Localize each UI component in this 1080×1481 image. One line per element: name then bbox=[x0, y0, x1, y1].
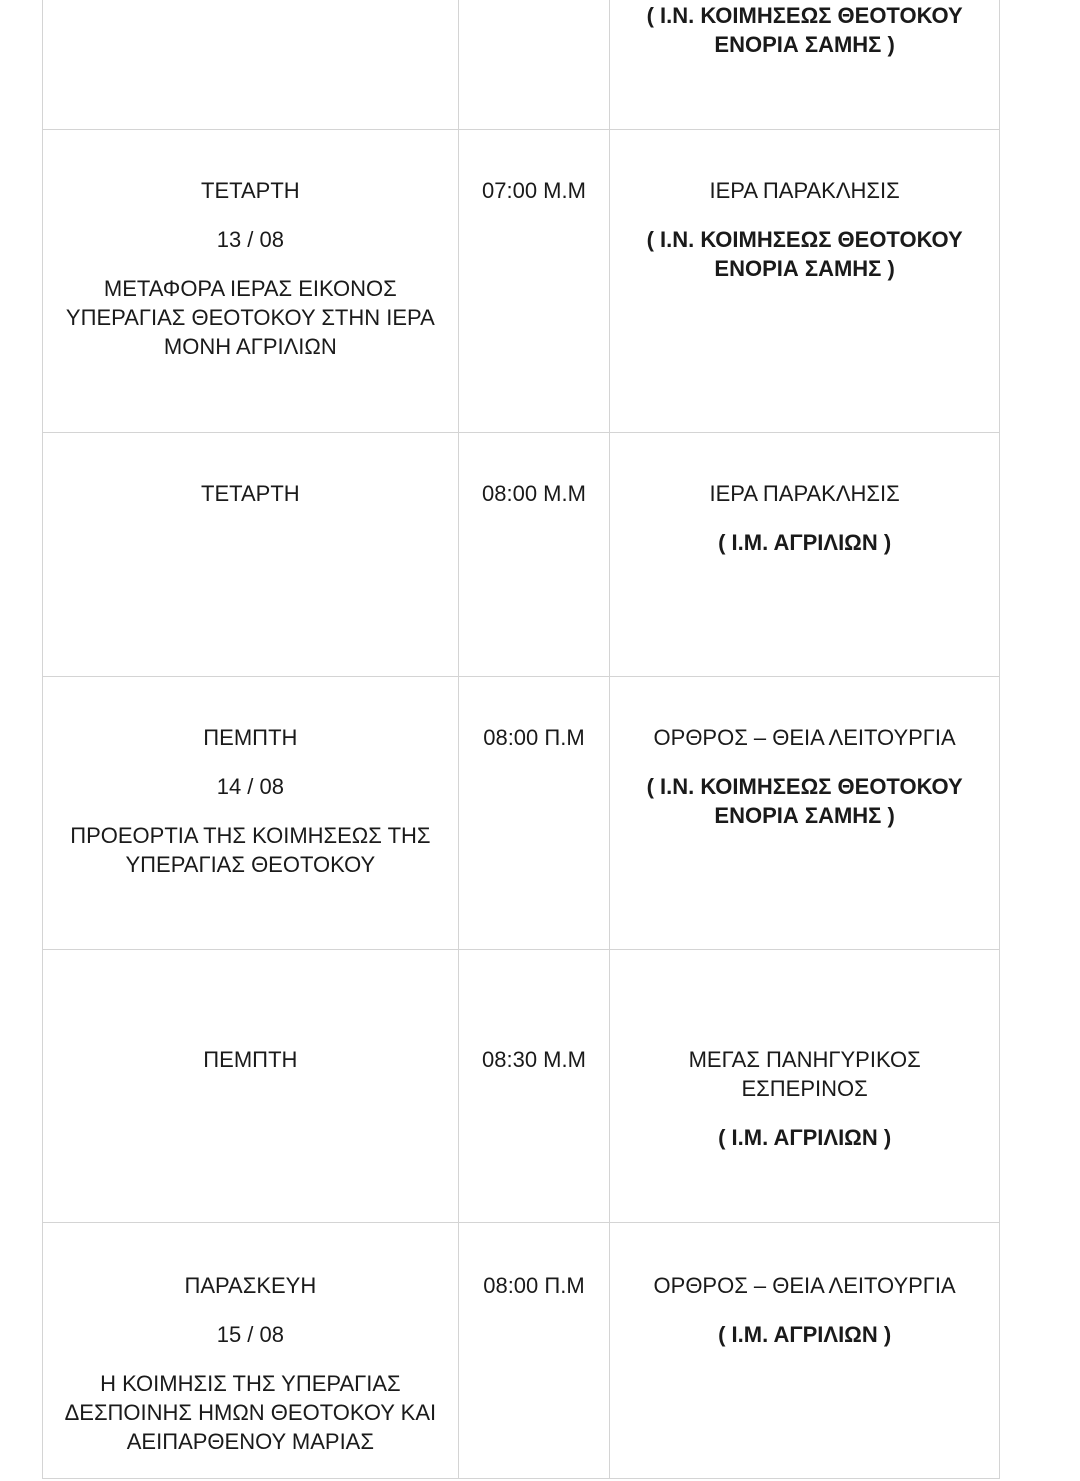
time-cell bbox=[458, 433, 610, 677]
day-name: ΠΕΜΠΤΗ bbox=[203, 725, 298, 750]
time-text: 08:30 Μ.Μ bbox=[482, 1047, 586, 1072]
service-text: ΜΕΓΑΣ ΠΑΝΗΓΥΡΙΚΟΣ ΕΣΠΕΡΙΝΟΣ bbox=[688, 1047, 921, 1101]
event-cell bbox=[610, 130, 1000, 433]
service-text: ΟΡΘΡΟΣ – ΘΕΙΑ ΛΕΙΤΟΥΡΓΙΑ bbox=[653, 1273, 956, 1298]
location-text: ( Ι.Ν. ΚΟΙΜΗΣΕΩΣ ΘΕΟΤΟΚΟΥ ΕΝΟΡΙΑ ΣΑΜΗΣ ) bbox=[646, 227, 963, 281]
date-text: 13 / 08 bbox=[216, 227, 284, 252]
table-row bbox=[43, 677, 1000, 950]
time-cell bbox=[458, 130, 610, 433]
day-name: ΠΑΡΑΣΚΕΥΗ bbox=[184, 1273, 317, 1298]
time-text: 08:00 Π.Μ bbox=[483, 1273, 585, 1298]
feast-text: Η ΚΟΙΜΗΣΙΣ ΤΗΣ ΥΠΕΡΑΓΙΑΣ ΔΕΣΠΟΙΝΗΣ ΗΜΩΝ ΘΕΟΤΟΚΟΥ ΚΑΙ ΑΕΙΠΑΡΘΕΝΟΥ ΜΑΡΙΑΣ bbox=[64, 1371, 437, 1454]
time-text: 08:00 Π.Μ bbox=[483, 725, 585, 750]
schedule-table bbox=[42, 0, 1000, 1479]
day-cell bbox=[43, 677, 459, 950]
time-cell bbox=[458, 1223, 610, 1479]
location-text: ( Ι.Μ. ΑΓΡΙΛΙΩΝ ) bbox=[718, 1322, 892, 1347]
feast-text: ΜΕΤΑΦΟΡΑ ΙΕΡΑΣ ΕΙΚΟΝΟΣ ΥΠΕΡΑΓΙΑΣ ΘΕΟΤΟΚΟΥ ΣΤΗΝ ΙΕΡΑ ΜΟΝΗ ΑΓΡΙΛΙΩΝ bbox=[65, 276, 435, 359]
location-text: ( Ι.Ν. ΚΟΙΜΗΣΕΩΣ ΘΕΟΤΟΚΟΥ ΕΝΟΡΙΑ ΣΑΜΗΣ ) bbox=[646, 3, 963, 57]
event-cell bbox=[610, 0, 1000, 130]
event-cell bbox=[610, 950, 1000, 1223]
event-cell bbox=[610, 677, 1000, 950]
time-text: 08:00 Μ.Μ bbox=[482, 481, 586, 506]
event-cell bbox=[610, 1223, 1000, 1479]
day-name: ΠΕΜΠΤΗ bbox=[203, 1047, 298, 1072]
time-cell bbox=[458, 0, 610, 130]
location-text: ( Ι.Ν. ΚΟΙΜΗΣΕΩΣ ΘΕΟΤΟΚΟΥ ΕΝΟΡΙΑ ΣΑΜΗΣ ) bbox=[646, 774, 963, 828]
location-text: ( Ι.Μ. ΑΓΡΙΛΙΩΝ ) bbox=[718, 1125, 892, 1150]
table-row bbox=[43, 433, 1000, 677]
day-name: ΤΕΤΑΡΤΗ bbox=[201, 178, 300, 203]
service-text: ΙΕΡΑ ΠΑΡΑΚΛΗΣΙΣ bbox=[709, 481, 900, 506]
time-cell bbox=[458, 950, 610, 1223]
location-text: ( Ι.Μ. ΑΓΡΙΛΙΩΝ ) bbox=[718, 530, 892, 555]
event-cell bbox=[610, 433, 1000, 677]
date-text: 15 / 08 bbox=[216, 1322, 284, 1347]
day-cell bbox=[43, 433, 459, 677]
day-cell bbox=[43, 130, 459, 433]
table-row bbox=[43, 130, 1000, 433]
day-cell bbox=[43, 1223, 459, 1479]
service-text: ΙΕΡΑ ΠΑΡΑΚΛΗΣΙΣ bbox=[709, 178, 900, 203]
table-row bbox=[43, 1223, 1000, 1479]
date-text: 14 / 08 bbox=[216, 774, 284, 799]
day-name: ΤΕΤΑΡΤΗ bbox=[201, 481, 300, 506]
table-row bbox=[43, 950, 1000, 1223]
feast-text: ΠΡΟΕΟΡΤΙΑ ΤΗΣ ΚΟΙΜΗΣΕΩΣ ΤΗΣ ΥΠΕΡΑΓΙΑΣ ΘΕΟΤΟΚΟΥ bbox=[70, 823, 431, 877]
service-text: ΟΡΘΡΟΣ – ΘΕΙΑ ΛΕΙΤΟΥΡΓΙΑ bbox=[653, 725, 956, 750]
day-cell bbox=[43, 0, 459, 130]
time-cell bbox=[458, 677, 610, 950]
time-text: 07:00 Μ.Μ bbox=[482, 178, 586, 203]
day-cell bbox=[43, 950, 459, 1223]
table-row bbox=[43, 0, 1000, 130]
